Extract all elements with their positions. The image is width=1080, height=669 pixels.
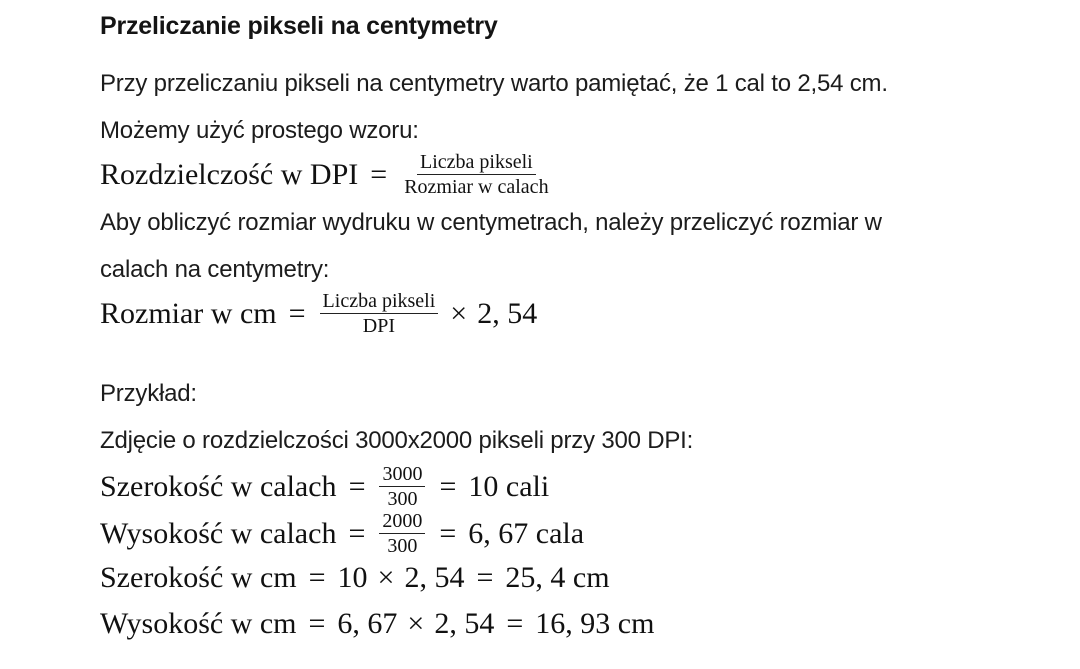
times-sign: × [450,296,468,330]
times-sign: × [377,561,395,594]
example-label: Przykład: [100,380,197,407]
paragraph-formula-intro: Możemy użyć prostego wzoru: [100,117,419,144]
numerator: Liczba pikseli [417,152,536,175]
paragraph-cm-intro-line2: calach na centymetry: [100,256,330,283]
numerator: 3000 [379,464,425,487]
result: 16, 93 cm [535,607,655,640]
equals-sign: = [506,607,524,640]
equals-sign: = [288,296,306,330]
equals-sign: = [370,157,388,191]
formula-dpi [100,152,554,197]
fraction [401,152,551,197]
formula-lhs: Wysokość w calach [100,516,337,550]
numerator: 2000 [379,511,425,534]
operand-a: 6, 67 [337,607,398,640]
formula-height-inches [100,511,584,556]
formula-lhs: Rozdzielczość w DPI [100,157,359,191]
equals-sign: = [439,469,457,503]
formula-lhs: Szerokość w calach [100,469,337,503]
equals-sign: = [476,561,494,594]
formula-width-cm [100,561,610,595]
formula-cm [100,291,537,336]
formula-width-inches [100,464,549,509]
formula-lhs: Rozmiar w cm [100,296,277,330]
equals-sign: = [439,516,457,550]
numerator: Liczba pikseli [320,291,439,314]
denominator: DPI [362,315,396,337]
denominator: 300 [387,488,418,510]
paragraph-inch-note: Przy przeliczaniu pikseli na centymetry warto pamiętać, że 1 cal to 2,54 cm. [100,70,888,97]
factor: 2, 54 [477,296,538,330]
formula-lhs: Wysokość w cm [100,607,297,640]
formula-lhs: Szerokość w cm [100,561,297,594]
denominator: 300 [387,535,418,557]
example-description: Zdjęcie o rozdzielczości 3000x2000 pikseli przy 300 DPI: [100,427,694,454]
denominator: Rozmiar w calach [404,176,549,198]
result: 10 cali [468,469,550,503]
times-sign: × [407,607,425,640]
section-heading: Przeliczanie pikseli na centymetry [100,12,498,40]
formula-height-cm [100,607,654,641]
fraction [379,464,425,509]
operand-b: 2, 54 [434,607,495,640]
operand-a: 10 [337,561,368,594]
result: 25, 4 cm [505,561,610,594]
fraction [320,291,439,336]
result: 6, 67 cala [468,516,585,550]
equals-sign: = [308,561,326,594]
equals-sign: = [308,607,326,640]
paragraph-cm-intro-line1: Aby obliczyć rozmiar wydruku w centymetrach, należy przeliczyć rozmiar w [100,209,882,236]
fraction [379,511,425,556]
equals-sign: = [348,516,366,550]
equals-sign: = [348,469,366,503]
operand-b: 2, 54 [404,561,465,594]
